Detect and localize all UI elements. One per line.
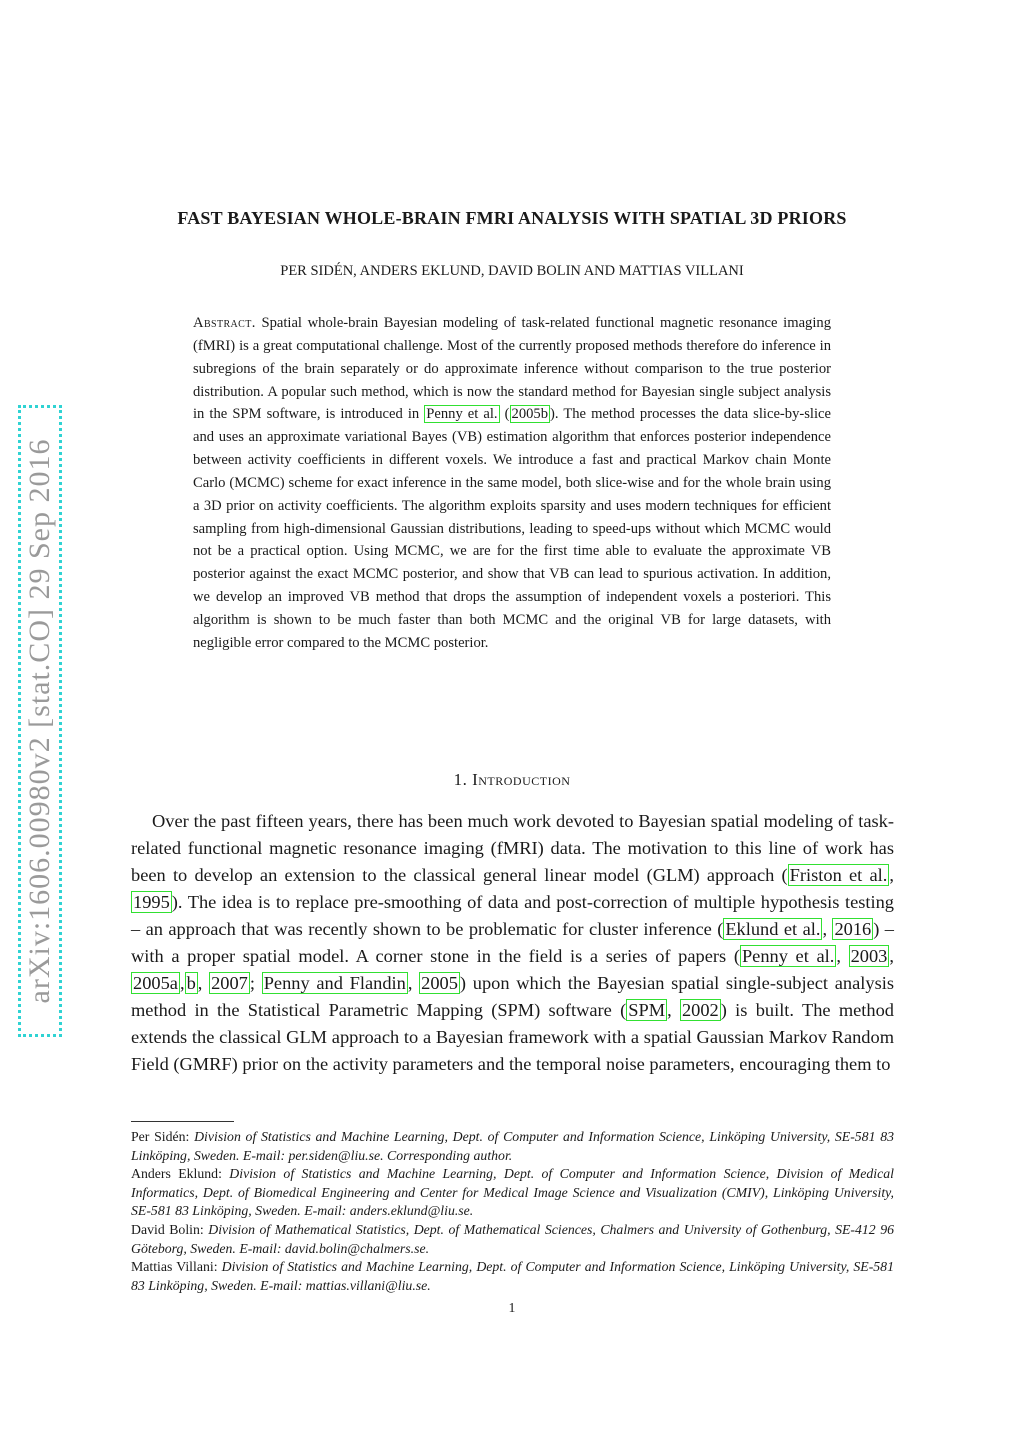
abstract-text: Spatial whole-brain Bayesian modeling of task-related functional magnetic resonance imaging (fMRI) is a great computational challenge. Most of the currently proposed methods therefore do inference in subregions of the brain separately or do approximate inference without comparison to the true posterior distribution. A popular such method, which is now the standard method for Bayesian single subject analysis in the SPM software, is introduced in [193,315,831,423]
author-footnotes [131,1128,894,1295]
abstract-label: Abstract. [193,315,256,331]
paper-title: FAST BAYESIAN WHOLE-BRAIN FMRI ANALYSIS WITH SPATIAL 3D PRIORS [177,208,847,228]
citation-link[interactable]: SPM [628,1000,666,1020]
footnote-bolin: David Bolin: Division of Mathematical Statistics, Dept. of Mathematical Sciences, Chalmers and University of Gothenburg, SE-412 96 Göteborg, Sweden. E-mail: david.bolin@chalmers.se. [131,1221,894,1256]
abstract: Abstract. Spatial whole-brain Bayesian modeling of task-related functional magnetic resonance imaging (fMRI) is a great computational challenge. Most of the currently proposed methods therefore do inference in subregions of the brain separately or do approximate inference without comparison to the true posterior distribution. A popular such method, which is now the standard method for Bayesian single subject analysis in the SPM software, is introduced in Penny et al. ( 2005b ). The method processes the data slice-by-slice and uses an approximate variational Bayes (VB) estimation algorithm that enforces posterior independence between activity coefficients in different voxels. We introduce a fast and practical Markov chain Monte Carlo (MCMC) scheme for exact inference in the same model, both slice-wise and for the whole brain using a 3D prior on activity coefficients. The algorithm exploits sparsity and uses modern techniques for efficient sampling from high-dimensional Gaussian distributions, leading to speed-ups without which MCMC would not be a practical option. Using MCMC, we are for the first time able to evaluate the approximate VB posterior against the exact MCMC posterior, and show that VB can lead to spurious activation. In addition, we develop an improved VB method that drops the assumption of independent voxels a posteriori. This algorithm is shown to be much faster than both MCMC and the original VB for large datasets, with negligible error compared to the MCMC posterior. [193,315,831,651]
citation-link[interactable]: 2003 [850,946,888,966]
citation-link[interactable]: Friston et al. [789,865,888,885]
citation-link[interactable]: 1995 [133,892,170,912]
citation-link[interactable]: 2002 [681,1000,719,1020]
citation-link[interactable]: 2016 [834,919,872,939]
citation-link[interactable]: 2005b [511,406,549,423]
citation-link[interactable]: 2005a [133,973,178,993]
citation-link[interactable]: Eklund et al. [725,919,821,939]
page-number: 1 [508,1300,516,1315]
arxiv-identifier[interactable]: arXiv:1606.00980v2 [stat.CO] 29 Sep 2016 [23,438,56,1004]
citation-link[interactable]: b [186,973,196,993]
citation-link[interactable]: 2007 [211,973,248,993]
citation-link[interactable]: Penny et al. [426,406,498,423]
footnote-sidén: Per Sidén: Division of Statistics and Machine Learning, Dept. of Computer and Information Science, Linköping University, SE-581 83 Linköping, Sweden. E-mail: per.siden@liu.se. Corresponding author. [131,1129,894,1163]
section-heading: 1. Introduction [453,770,571,789]
citation-link[interactable]: Penny and Flandin [263,973,406,993]
footnote-villani: Mattias Villani: Division of Statistics and Machine Learning, Dept. of Computer and Information Science, Linköping University, SE-581 83 Linköping, Sweden. E-mail: mattias.villani@liu.se. [131,1259,894,1293]
introduction-paragraph: Over the past fifteen years, there has been much work devoted to Bayesian spatial modeling of task-related functional magnetic resonance imaging (fMRI) data. The motivation to this line of work has been to develop an extension to the classical general linear model (GLM) approach ( Friston et al. , 1995 ). The idea is to replace pre-smoothing of data and post-correction of multiple hypothesis testing – an approach that was recently shown to be problematic for cluster inference ( Eklund et al. , 2016 ) – with a proper spatial model. A corner stone in the field is a series of papers ( Penny et al. , 2003 , 2005a , b , 2007 ; Penny and Flandin , 2005 ) upon which the Bayesian spatial single-subject analysis method in the Statistical Parametric Mapping (SPM) software ( SPM , 2002 ) is built. The method extends the classical GLM approach to a Bayesian framework with a spatial Gaussian Markov Random Field (GMRF) prior on the activity parameters and the temporal noise parameters, encouraging them to [131,811,894,1074]
citation-link[interactable]: 2005 [421,973,458,993]
paper-authors: PER SIDÉN, ANDERS EKLUND, DAVID BOLIN AND MATTIAS VILLANI [280,263,744,279]
footnote-rule [131,1121,234,1122]
footnote-eklund: Anders Eklund: Division of Statistics and Machine Learning, Dept. of Computer and Information Science, Division of Medical Informatics, Dept. of Biomedical Engineering and Center for Medical Image Science and Visualization (CMIV), Linköping University, SE-581 83 Linköping, Sweden. E-mail: anders.eklund@liu.se. [131,1166,894,1219]
abstract-text: ). The method processes the data slice-by-slice and uses an approximate variational Bayes (VB) estimation algorithm that enforces posterior independence between activity coefficients in different voxels. We introduce a fast and practical Markov chain Monte Carlo (MCMC) scheme for exact inference in the same model, both slice-wise and for the whole brain using a 3D prior on activity coefficients. The algorithm exploits sparsity and uses modern techniques for efficient sampling from high-dimensional Gaussian distributions, leading to speed-ups without which MCMC would not be a practical option. Using MCMC, we are for the first time able to evaluate the approximate VB posterior against the exact MCMC posterior, and show that VB can lead to spurious activation. In addition, we develop an improved VB method that drops the assumption of independent voxels a posteriori. This algorithm is shown to be much faster than both MCMC and the original VB for large datasets, with negligible error compared to the MCMC posterior. [193,406,831,651]
citation-link[interactable]: Penny et al. [741,946,835,966]
